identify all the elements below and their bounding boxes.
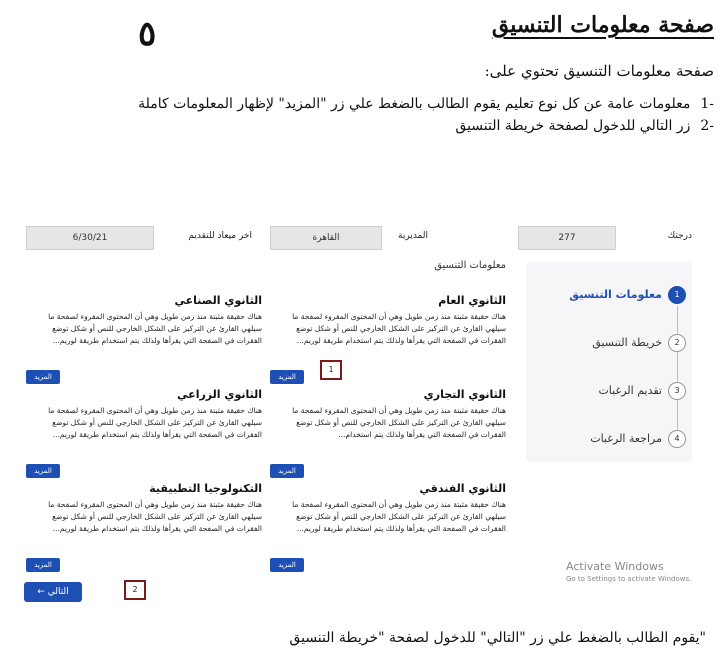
callout-marker: 2	[124, 580, 146, 600]
card-industrial-secondary	[26, 294, 262, 384]
card-hotel-secondary	[270, 482, 506, 572]
card-body: هناك حقيقة مثبتة منذ زمن طويل وهي أن المحتوى المقروء لصفحة ما سيلهي القارئ عن التركيز على الشكل الخارجي للنص أو شكل توضع الفقرات في الصفحة التي يقرأها ولذلك يتم استخدام طريقة لوريم...	[292, 500, 506, 533]
arrow-left-icon: ←	[37, 587, 45, 597]
step-label: مراجعة الرغبات	[590, 432, 662, 445]
card-body: هناك حقيقة مثبتة منذ زمن طويل وهي أن المحتوى المقروء لصفحة ما سيلهي القارئ عن التركيز على الشكل الخارجي للنص أو شكل توضع الفقرات في الصفحة التي يقرأها ولذلك يتم استخدام طريقة لوريم...	[48, 312, 262, 345]
card-commercial-secondary	[270, 388, 506, 478]
app-screenshot	[14, 214, 706, 608]
list-item-number: -1	[700, 96, 714, 112]
card-general-secondary	[270, 294, 506, 384]
more-button[interactable]: المزيد	[270, 558, 304, 572]
card-agricultural-secondary	[26, 388, 262, 478]
more-button[interactable]: المزيد	[270, 464, 304, 478]
activation-watermark	[566, 560, 691, 583]
caption: "يقوم الطالب بالضغط علي زر "التالي" للدخول لصفحة "خريطة التنسيق	[289, 630, 706, 646]
info-bar	[14, 226, 706, 250]
deadline-field: 6/30/21	[26, 226, 154, 250]
watermark-title: Activate Windows	[566, 560, 664, 573]
section-label: معلومات التنسيق	[434, 260, 506, 271]
card-title: الثانوي العام	[438, 294, 506, 307]
list-item-text: معلومات عامة عن كل نوع تعليم يقوم الطالب بالضغط علي زر "المزيد" لإظهار المعلومات كاملة	[138, 96, 691, 112]
directorate-label: المديرية	[398, 231, 428, 241]
card-title: التكنولوجيا التطبيقية	[149, 482, 262, 495]
next-button-label: التالي	[47, 587, 69, 597]
step-label: تقديم الرغبات	[598, 384, 662, 397]
list-item-text: زر التالي للدخول لصفحة خريطة التنسيق	[455, 118, 691, 134]
card-title: الثانوي الزراعي	[177, 388, 262, 401]
card-body: هناك حقيقة مثبتة منذ زمن طويل وهي أن المحتوى المقروء لصفحة ما سيلهي القارئ عن التركيز على الشكل الخارجي للنص أو شكل توضع الفقرات في الصفحة التي يقرأها ولذلك يتم استخدام طريقة لوريم...	[48, 406, 262, 439]
more-button[interactable]: المزيد	[26, 464, 60, 478]
callout-marker: 1	[320, 360, 342, 380]
list-item	[14, 96, 714, 112]
step-label: خريطة التنسيق	[592, 336, 662, 349]
next-button[interactable]	[24, 582, 82, 602]
list-item	[14, 118, 714, 134]
step-coordination-map[interactable]	[526, 334, 692, 354]
step-submit-wishes[interactable]	[526, 382, 692, 402]
document-list	[14, 96, 714, 140]
document-intro: صفحة معلومات التنسيق تحتوي على:	[484, 62, 714, 80]
more-button[interactable]: المزيد	[26, 558, 60, 572]
directorate-field: القاهرة	[270, 226, 382, 250]
deadline-label: اخر ميعاد للتقديم	[188, 231, 252, 241]
step-number: 2	[668, 334, 686, 352]
step-number: 3	[668, 382, 686, 400]
more-button[interactable]: المزيد	[26, 370, 60, 384]
card-title: الثانوي التجاري	[423, 388, 506, 401]
card-title: الثانوي الصناعي	[174, 294, 262, 307]
steps-rail	[677, 306, 678, 442]
card-body: هناك حقيقة مثبتة منذ زمن طويل وهي أن المحتوى المقروء لصفحة ما سيلهي القارئ عن التركيز على الشكل الخارجي للنص أو شكل توضع الفقرات في الصفحة التي يقرأها ولذلك يتم استخدام طريقة لوريم...	[48, 500, 262, 533]
step-coordination-info[interactable]	[526, 286, 692, 306]
card-body: هناك حقيقة مثبتة منذ زمن طويل وهي أن المحتوى المقروء لصفحة ما سيلهي القارئ عن التركيز على الشكل الخارجي للنص أو شكل توضع الفقرات في الصفحة التي يقرأها ولذلك يتم استخدام طريقة لوريم...	[292, 312, 506, 345]
step-number: 4	[668, 430, 686, 448]
more-button[interactable]: المزيد	[270, 370, 304, 384]
step-review-wishes[interactable]	[526, 430, 692, 450]
score-field: 277	[518, 226, 616, 250]
score-label: درجتك	[667, 231, 692, 241]
card-title: الثانوي الفندقي	[419, 482, 506, 495]
card-body: هناك حقيقة مثبتة منذ زمن طويل وهي أن المحتوى المقروء لصفحة ما سيلهي القارئ عن التركيز على الشكل الخارجي للنص أو شكل توضع الفقرات في الصفحة التي يقرأها ولذلك يتم استخدام...	[292, 406, 506, 439]
list-item-number: -2	[700, 118, 714, 134]
step-label: معلومات التنسيق	[569, 288, 662, 301]
document-title: صفحة معلومات التنسيق	[491, 12, 714, 38]
page-number: ٥	[138, 14, 157, 54]
card-applied-technology	[26, 482, 262, 572]
step-number: 1	[668, 286, 686, 304]
watermark-subtitle: Go to Settings to activate Windows.	[566, 575, 692, 583]
steps-sidebar	[526, 262, 692, 462]
